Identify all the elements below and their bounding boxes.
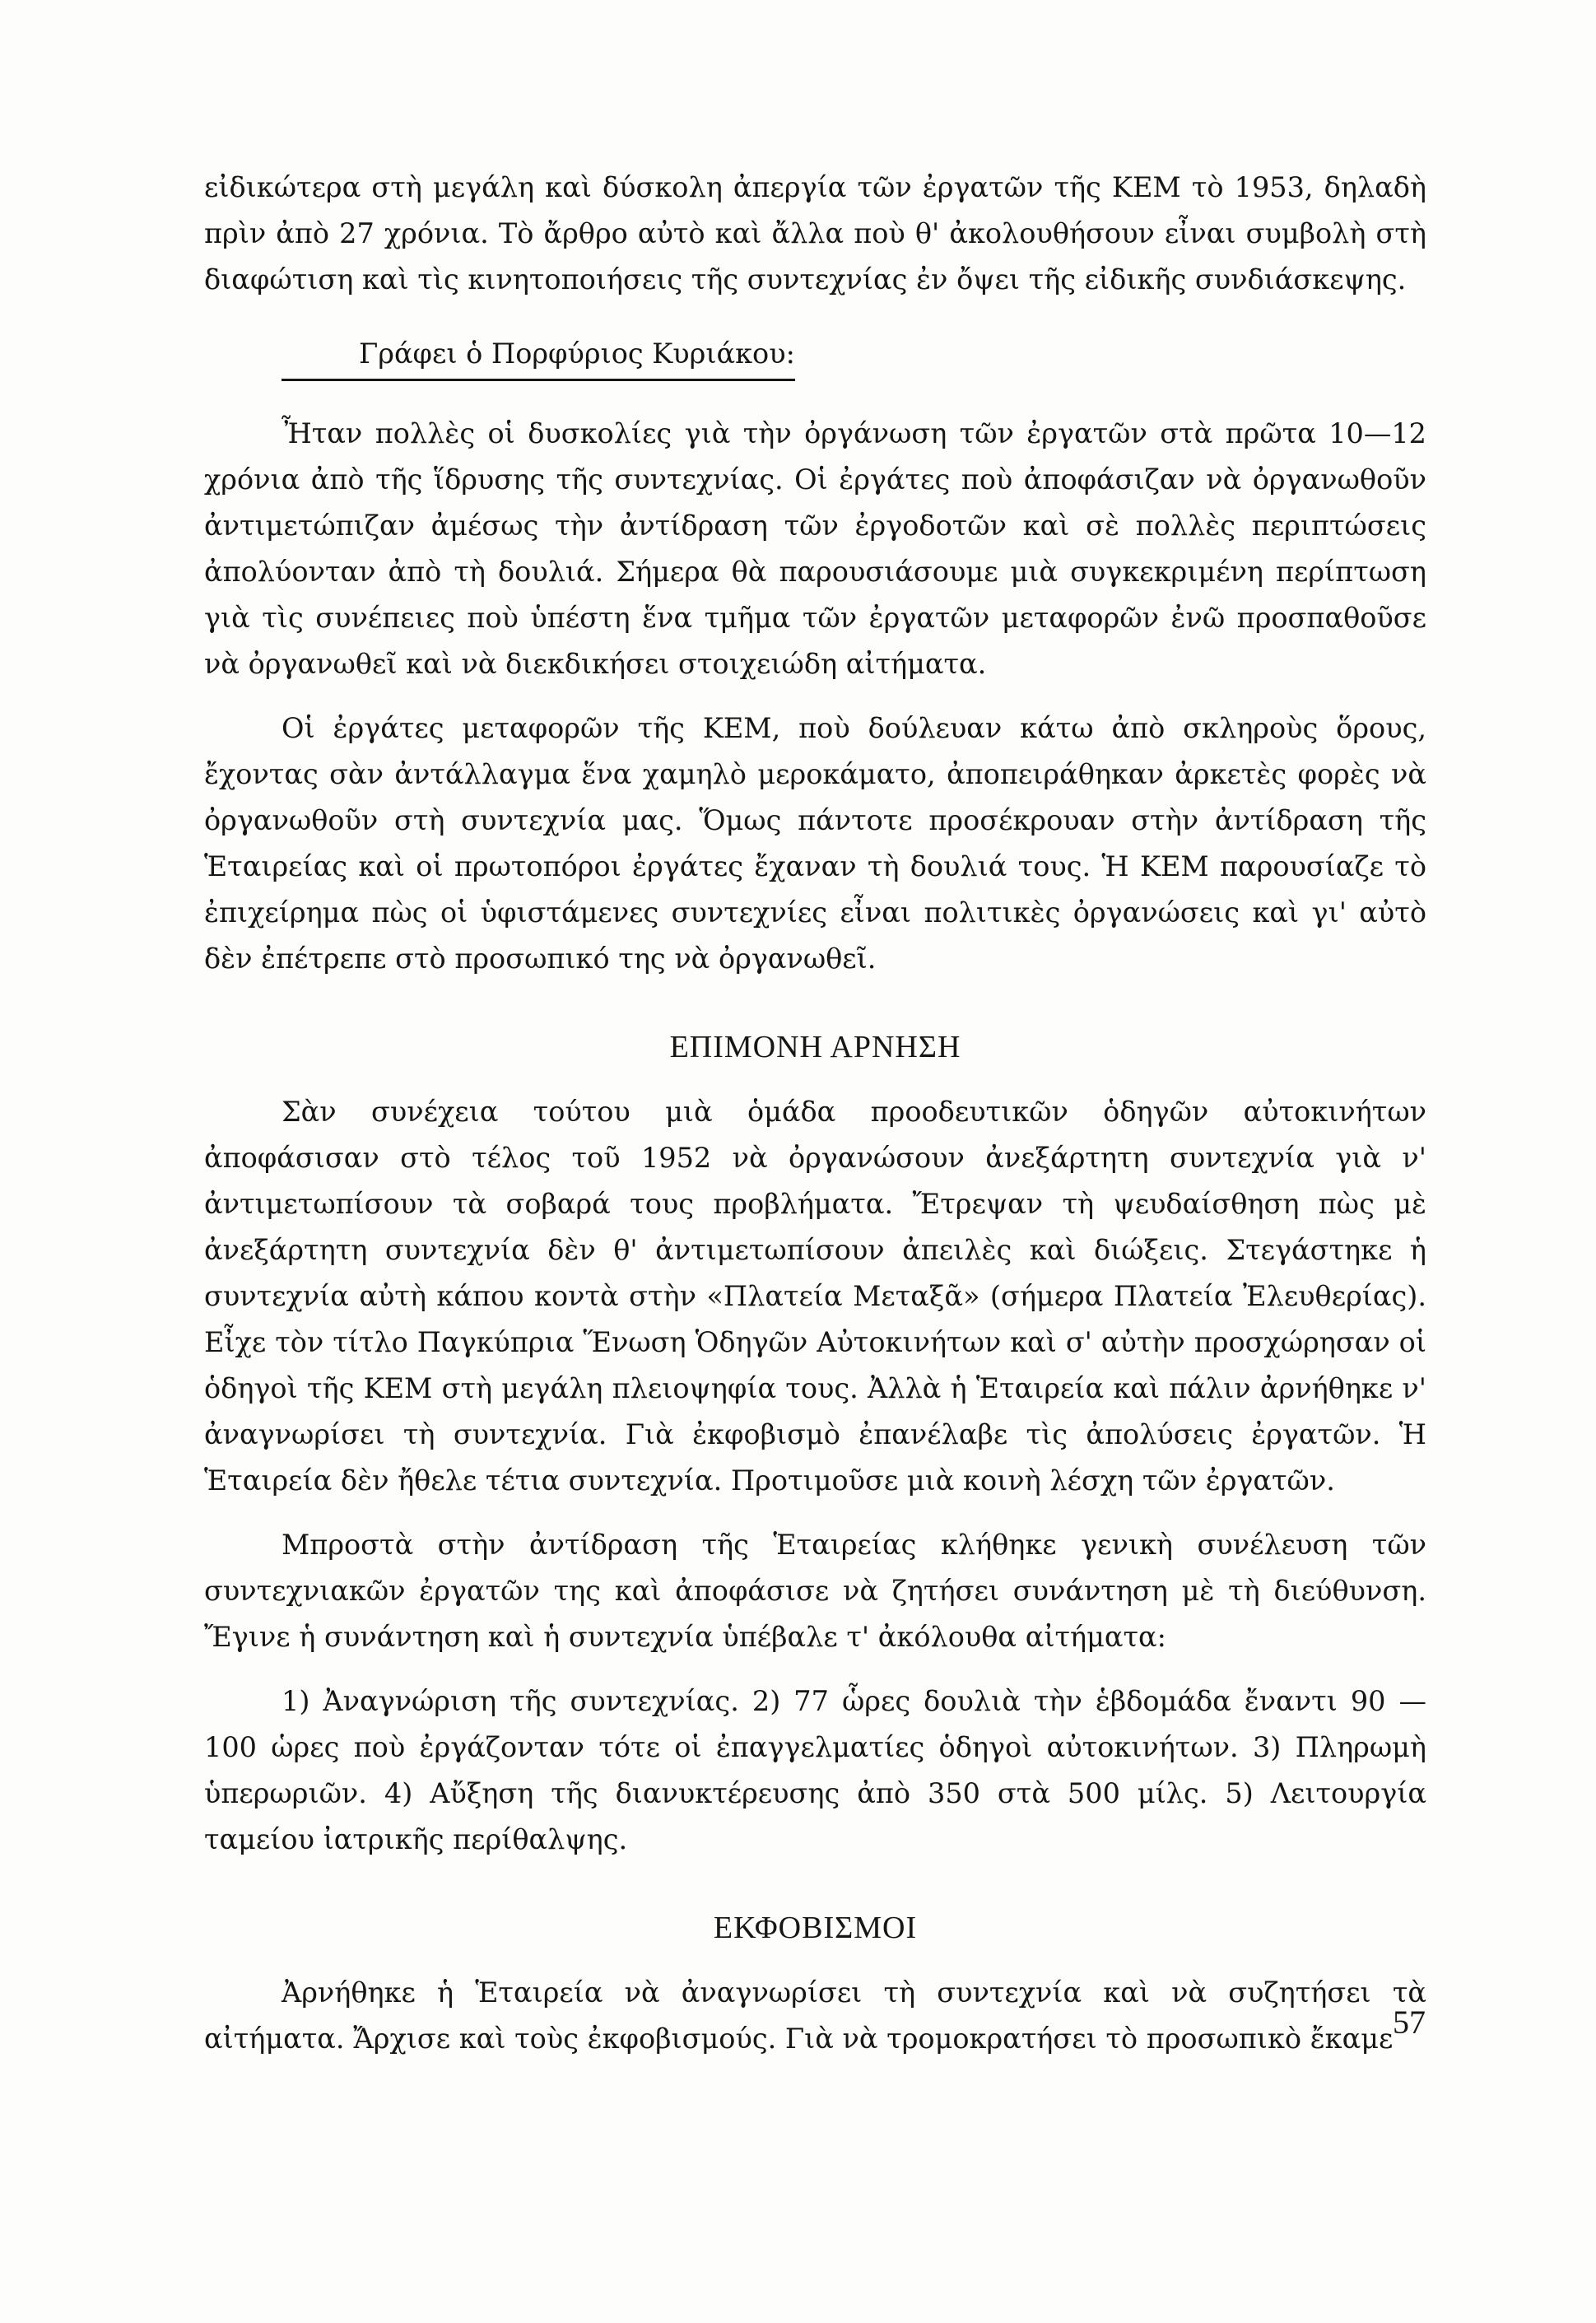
author-line: [204, 331, 1426, 381]
section-heading-insistent-refusal: ΕΠΙΜΟΝΗ ΑΡΝΗΣΗ: [669, 1030, 961, 1064]
author-name: Γράφει ὁ Πορφύριος Κυριάκου:: [282, 331, 795, 381]
section1-paragraph-1: Σὰν συνέχεια τούτου μιὰ ὁμάδα προοδευτικῶν ὁδηγῶν αὐτοκινήτων ἀποφάσισαν στὸ τέλος τοῦ 1952 νὰ ὀργανώσουν ἀνεξάρτητη συντεχνία γιὰ ν' ἀντιμετωπίσουν τὰ σοβαρά τους προβλήματα. Ἔτρεψαν τὴ ψευδαίσθηση πὼς μὲ ἀνεξάρτητη συντεχνία δὲν θ' ἀντιμετωπίσουν ἀπειλὲς καὶ διώξεις. Στεγάστηκε ἡ συντεχνία αὐτὴ κάπου κοντὰ στὴν «Πλατεία Μεταξᾶ» (σήμερα Πλατεία Ἐλευθερίας). Εἶχε τὸν τίτλο Παγκύπρια Ἕνωση Ὁδηγῶν Αὐτοκινήτων καὶ σ' αὐτὴν προσχώρησαν οἱ ὁδηγοὶ τῆς ΚΕΜ στὴ μεγάλη πλειοψηφία τους. Ἀλλὰ ἡ Ἑταιρεία καὶ πάλιν ἀρνήθηκε ν' ἀναγνωρίσει τὴ συντεχνία. Γιὰ ἐκφοβισμὸ ἐπανέλαβε τὶς ἀπολύσεις ἐργατῶν. Ἡ Ἑταιρεία δὲν ἤθελε τέτια συντεχνία. Προτιμοῦσε μιὰ κοινὴ λέσχη τῶν ἐργατῶν.: [204, 1096, 1426, 1497]
quote-paragraph-2: Οἱ ἐργάτες μεταφορῶν τῆς ΚΕΜ, ποὺ δούλευαν κάτω ἀπὸ σκληροὺς ὅρους, ἔχοντας σὰν ἀντάλλαγμα ἕνα χαμηλὸ μεροκάματο, ἀποπειράθηκαν ἀρκετὲς φορὲς νὰ ὀργανωθοῦν στὴ συντεχνία μας. Ὅμως πάντοτε προσέκρουαν στὴν ἀντίδραση τῆς Ἑταιρείας καὶ οἱ πρωτοπόροι ἐργάτες ἔχαναν τὴ δουλιά τους. Ἡ ΚΕΜ παρουσίαζε τὸ ἐπιχείρημα πὼς οἱ ὑφιστάμενες συντεχνίες εἶναι πολιτικὲς ὀργανώσεις καὶ γι' αὐτὸ δὲν ἐπέτρεπε στὸ προσωπικό της νὰ ὀργανωθεῖ.: [204, 712, 1426, 975]
section1-paragraph-2: Μπροστὰ στὴν ἀντίδραση τῆς Ἑταιρείας κλήθηκε γενικὴ συνέλευση τῶν συντεχνιακῶν ἐργατῶν της καὶ ἀποφάσισε νὰ ζητήσει συνάντηση μὲ τὴ διεύθυνση. Ἔγινε ἡ συνάντηση καὶ ἡ συντεχνία ὑπέβαλε τ' ἀκόλουθα αἰτήματα:: [204, 1529, 1426, 1653]
page-body: [204, 165, 1426, 2062]
quote-paragraph-1: Ἦταν πολλὲς οἱ δυσκολίες γιὰ τὴν ὀργάνωση τῶν ἐργατῶν στὰ πρῶτα 10—12 χρόνια ἀπὸ τῆς ἵδρυσης τῆς συντεχνίας. Οἱ ἐργάτες ποὺ ἀποφάσιζαν νὰ ὀργανωθοῦν ἀντιμετώπιζαν ἀμέσως τὴν ἀντίδραση τῶν ἐργοδοτῶν καὶ σὲ πολλὲς περιπτώσεις ἀπολύονταν ἀπὸ τὴ δουλιά. Σήμερα θὰ παρουσιάσουμε μιὰ συγκεκριμένη περίπτωση γιὰ τὶς συνέπειες ποὺ ὑπέστη ἕνα τμῆμα τῶν ἐργατῶν μεταφορῶν ἐνῶ προσπαθοῦσε νὰ ὀργανωθεῖ καὶ νὰ διεκδικήσει στοιχειώδη αἰτήματα.: [204, 417, 1426, 680]
demands-list: 1) Ἀναγνώριση τῆς συντεχνίας. 2) 77 ὧρες δουλιὰ τὴν ἑβδομάδα ἔναντι 90 — 100 ὡρες ποὺ ἐργάζονταν τότε οἱ ἐπαγγελματίες ὁδηγοὶ αὐτοκινήτων. 3) Πληρωμὴ ὑπερωριῶν. 4) Αὔξηση τῆς διανυκτέρευσης ἀπὸ 350 στὰ 500 μίλς. 5) Λειτουργία ταμείου ἰατρικῆς περίθαλψης.: [204, 1685, 1426, 1855]
section2-paragraph-1: Ἀρνήθηκε ἡ Ἑταιρεία νὰ ἀναγνωρίσει τὴ συντεχνία καὶ νὰ συζητήσει τὰ αἰτήματα. Ἄρχισε καὶ τοὺς ἐκφοβισμούς. Γιὰ νὰ τρομοκρατήσει τὸ προσωπικὸ ἔκαμε: [204, 1976, 1426, 2055]
page-number: 57: [1393, 2004, 1426, 2041]
section-heading-intimidation: ΕΚΦΟΒΙΣΜΟΙ: [713, 1911, 918, 1945]
intro-paragraph: εἰδικώτερα στὴ μεγάλη καὶ δύσκολη ἀπεργία τῶν ἐργατῶν τῆς ΚΕΜ τὸ 1953, δηλαδὴ πρὶν ἀπὸ 27 χρόνια. Τὸ ἄρθρο αὐτὸ καὶ ἄλλα ποὺ θ' ἀκολουθήσουν εἶναι συμβολὴ στὴ διαφώτιση καὶ τὶς κινητοποιήσεις τῆς συντεχνίας ἐν ὄψει τῆς εἰδικῆς συνδιάσκεψης.: [204, 171, 1426, 296]
